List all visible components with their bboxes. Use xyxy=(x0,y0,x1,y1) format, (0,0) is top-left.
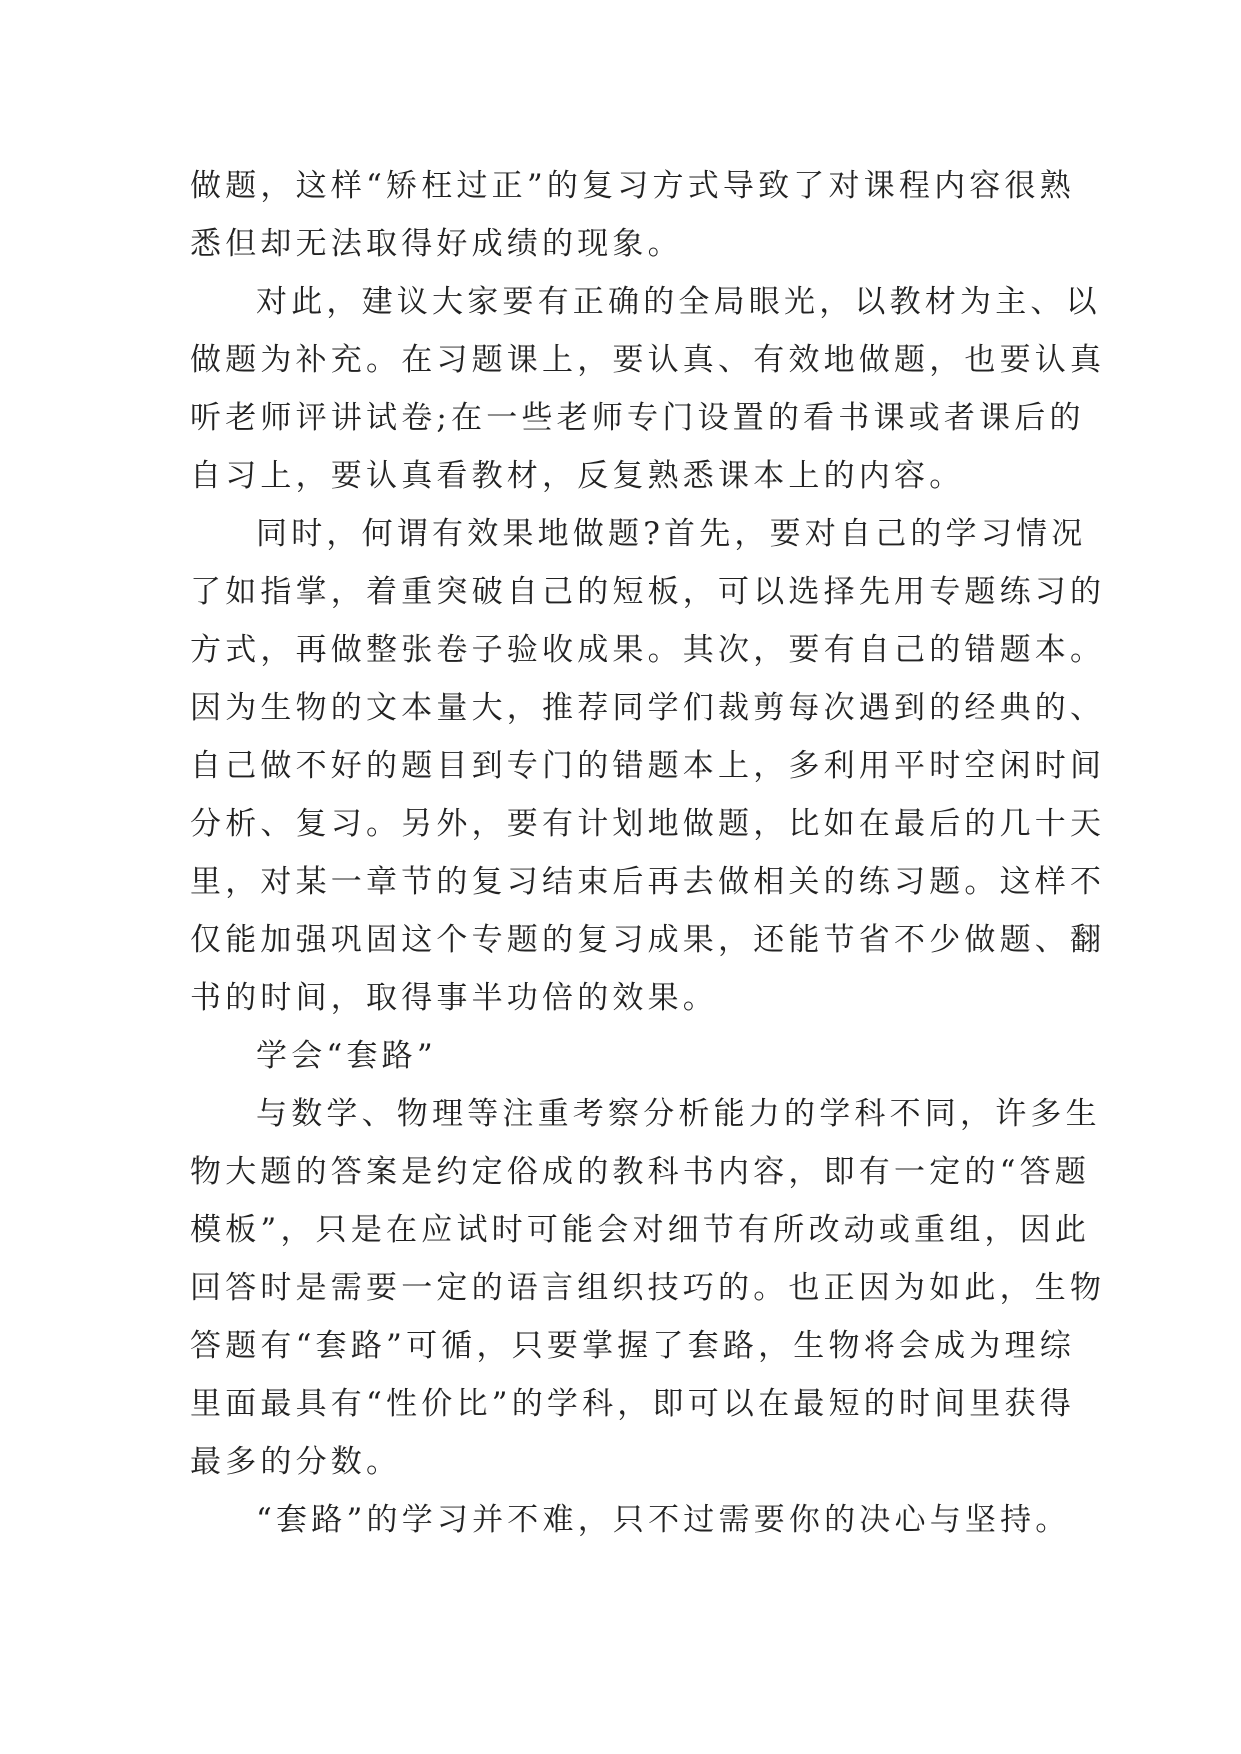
text-line-22: 里面最具有“性价比”的学科，即可以在最短的时间里获得 xyxy=(190,1386,1075,1422)
text-line-6: 自习上，要认真看教材，反复熟悉课本上的内容。 xyxy=(190,458,965,494)
text-line-9: 方式，再做整张卷子验收成果。其次，要有自己的错题本。 xyxy=(190,632,1106,668)
paragraph-start-line-17: 与数学、物理等注重考察分析能力的学科不同，许多生 xyxy=(256,1096,1101,1132)
text-line-19: 模板”，只是在应试时可能会对细节有所改动或重组，因此 xyxy=(190,1212,1091,1248)
text-line-23: 最多的分数。 xyxy=(190,1444,402,1480)
text-line-11: 自己做不好的题目到专门的错题本上，多利用平时空闲时间 xyxy=(190,748,1106,784)
paragraph-start-line-7: 同时，何谓有效果地做题?首先，要对自己的学习情况 xyxy=(256,516,1087,552)
text-line-1: 做题，这样“矫枉过正”的复习方式导致了对课程内容很熟 xyxy=(190,168,1075,204)
paragraph-start-line-3: 对此，建议大家要有正确的全局眼光，以教材为主、以 xyxy=(256,284,1101,320)
text-line-13: 里，对某一章节的复习结束后再去做相关的练习题。这样不 xyxy=(190,864,1106,900)
paragraph-start-line-24: “套路”的学习并不难，只不过需要你的决心与坚持。 xyxy=(256,1502,1071,1538)
text-line-21: 答题有“套路”可循，只要掌握了套路，生物将会成为理综 xyxy=(190,1328,1075,1364)
text-line-10: 因为生物的文本量大，推荐同学们裁剪每次遇到的经典的、 xyxy=(190,690,1106,726)
text-line-5: 听老师评讲试卷;在一些老师专门设置的看书课或者课后的 xyxy=(190,400,1085,436)
text-line-20: 回答时是需要一定的语言组织技巧的。也正因为如此，生物 xyxy=(190,1270,1106,1306)
text-line-12: 分析、复习。另外，要有计划地做题，比如在最后的几十天 xyxy=(190,806,1106,842)
text-line-15: 书的时间，取得事半功倍的效果。 xyxy=(190,980,718,1016)
text-line-18: 物大题的答案是约定俗成的教科书内容，即有一定的“答题 xyxy=(190,1154,1091,1190)
text-line-14: 仅能加强巩固这个专题的复习成果，还能节省不少做题、翻 xyxy=(190,922,1106,958)
section-heading: 学会“套路” xyxy=(256,1038,437,1074)
text-line-8: 了如指掌，着重突破自己的短板，可以选择先用专题练习的 xyxy=(190,574,1106,610)
text-line-4: 做题为补充。在习题课上，要认真、有效地做题，也要认真 xyxy=(190,342,1106,378)
text-line-2: 悉但却无法取得好成绩的现象。 xyxy=(190,226,683,262)
